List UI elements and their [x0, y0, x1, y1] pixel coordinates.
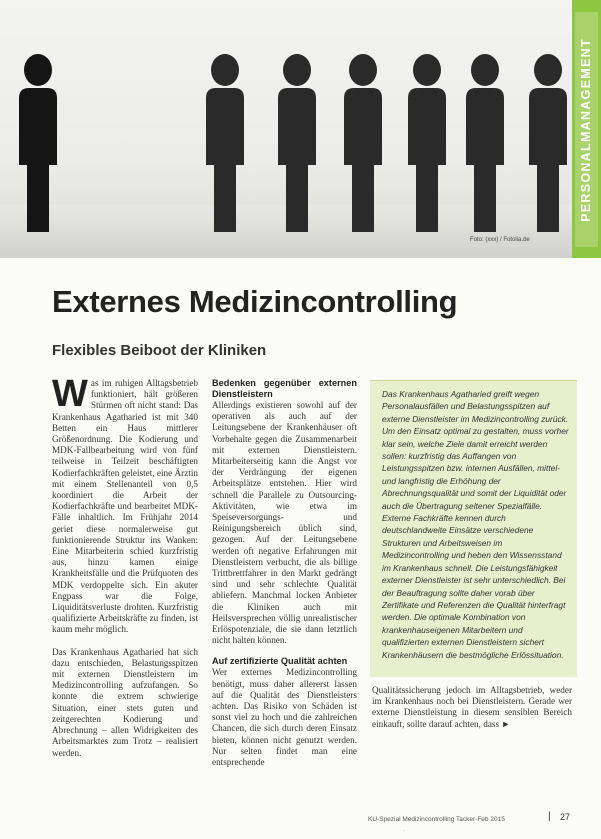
column-1-paragraph-2: Das Krankenhaus Agatharied hat sich dazu entschieden, Belastungsspitzen mit externen Dienstleistern im Medizincontrolling aufzufangen. So konnte die extrem schwierige Situation, einer stets guten und zeitgerechten Kodierung und Abrechnung – allen Widrigkeiten des Arbeitsmarktes zum Trotz – realisiert werden.	[52, 646, 198, 758]
column-2-paragraph-1: Allerdings existieren sowohl auf der operativen als auch auf der Leitungsebene der Krankenhäuser oft Vorbehalte gegen die Zusammenarbeit mit externen Dienstleistern. Mitarbeiterseitig kann die Angst vor der Verdrängung der eigenen Arbeitsplätze entstehen. Hier wird schnell die Parallele zu Outsourcing-Aktivitäten, wie etwa im Speiseversorgungs- und Reinigungsbereich üblich sind, gezogen. Auf der Leitungsebene werden oft negative Erfahrungen mit Dienstleistern verbucht, die als billige Trittbrettfahrer in den Markt gedrängt sind und sehr schlechte Qualität abliefern. Manchmal locken Anbieter die Kliniken auch mit Heilsversprechen völlig unrealistischer Erlöspotenziale, die sie dann letztlich nicht halten können.	[212, 400, 357, 646]
article-title: Externes Medizincontrolling	[52, 284, 458, 319]
page-number: 27	[560, 812, 571, 822]
drop-cap: W	[52, 373, 88, 415]
section-tab	[572, 0, 601, 258]
summary-box-text: Das Krankenhaus Agatharied greift wegen Personalausfällen und Belastungsspitzen auf externe Dienstleister im Medizincontrolling zurück. Um den Einsatz optimal zu gestalten, muss vorher klar sein, welche Ziele damit erreicht werden sollen: kurzfristig das Auffangen von Leistungsspitzen bzw. internen Ausfällen, mittel- und langfristig die Erhöhung der Abrechnungsqualität und somit der Liquidität oder auch die Übertragung seltener Spezialfälle. Externe Fachkräfte kennen durch deutschlandweite Einsätze verschiedene Strukturen und Arbeitsweisen im Medizincontrolling und heben den Wissensstand im Krankenhaus schnell. Die Leistungsfähigkeit externer Dienstleister ist sehr unterschiedlich. Bei der Beauftragung sollte daher vorab über Zertifikate und Referenzen die Qualität hinterfragt werden. Die optimale Kombination von krankenhauseigenen Mitarbeitern und qualifizierten externen Dienstleistern sichert Krankenhäusern die bestmögliche Erlössituation.	[382, 389, 569, 660]
footer-mark: ·	[403, 828, 405, 834]
continue-arrow-icon: ►	[501, 718, 511, 729]
article-column-3-tail	[372, 685, 572, 730]
article-column-1	[52, 373, 198, 759]
footer-source: KU-Spezial Medizincontrolling Tacker-Feb 2015	[368, 816, 505, 823]
column-2-paragraph-2: Wer externes Medizincontrolling benötigt, muss daher allererst lassen auf die Qualität des Dienstleisters achten. Das Risiko von Schäden ist sonst viel zu hoch und die zahlreichen Chancen, die sich durch deren Einsatz bieten, können nicht genutzt werden. Nur selten findet man eine entsprechende	[212, 667, 357, 768]
section-heading-bedenken: Bedenken gegenüber externen Dienstleistern	[212, 378, 357, 399]
section-heading-qualitaet: Auf zertifizierte Qualität achten	[212, 656, 348, 667]
people-silhouettes-illustration	[0, 0, 572, 258]
summary-box	[370, 380, 577, 677]
footer-divider: |	[548, 811, 551, 822]
photo-credit: Foto: (xxx) / Fotolia.de	[470, 237, 530, 243]
hero-image	[0, 0, 572, 258]
article-column-2	[212, 378, 357, 768]
section-tab-label: PERSONALMANAGEMENT	[579, 38, 593, 222]
column-3-paragraph: Qualitätssicherung jedoch im Alltagsbetrieb, weder im Krankenhaus noch bei Dienstleistern. Gerade wer externe Dienstleistung in diesem sensiblen Bereich einkauft, sollte darauf achten, dass	[372, 685, 572, 729]
column-1-paragraph-1: Was im ruhigen Alltagsbetrieb funktioniert, hält größeren Stürmen oft nicht stand: Das Krankenhaus Agatharied ist mit 340 Betten ein Haus mittlerer Größenordnung. Die Kodierung und MDK-Fallbearbeitung wird von fünf teilweise in Teilzeit beschäftigten Kodierfachkräften geleistet, eine Ärztin mit einem Stellenanteil von 0,5 koordiniert die Arbeit der Kodierfachkräfte und bearbeitet MDK-Fälle inhaltlich. Im Frühjahr 2014 geriet diese normalerweise gut funktionierende Struktur ins Wanken: Eine Mitarbeiterin schied kurzfristig aus, hinzu kamen einige Krankheitsfälle und die Prüfquoten des MDK verdoppelte sich. Ein akuter Engpass war die Folge, Liquiditätsverluste drohten. Kurzfristig qualifizierte Arbeitskräfte zu finden, ist kaum mehr möglich.	[52, 373, 198, 635]
article-subtitle: Flexibles Beiboot der Kliniken	[52, 342, 267, 359]
